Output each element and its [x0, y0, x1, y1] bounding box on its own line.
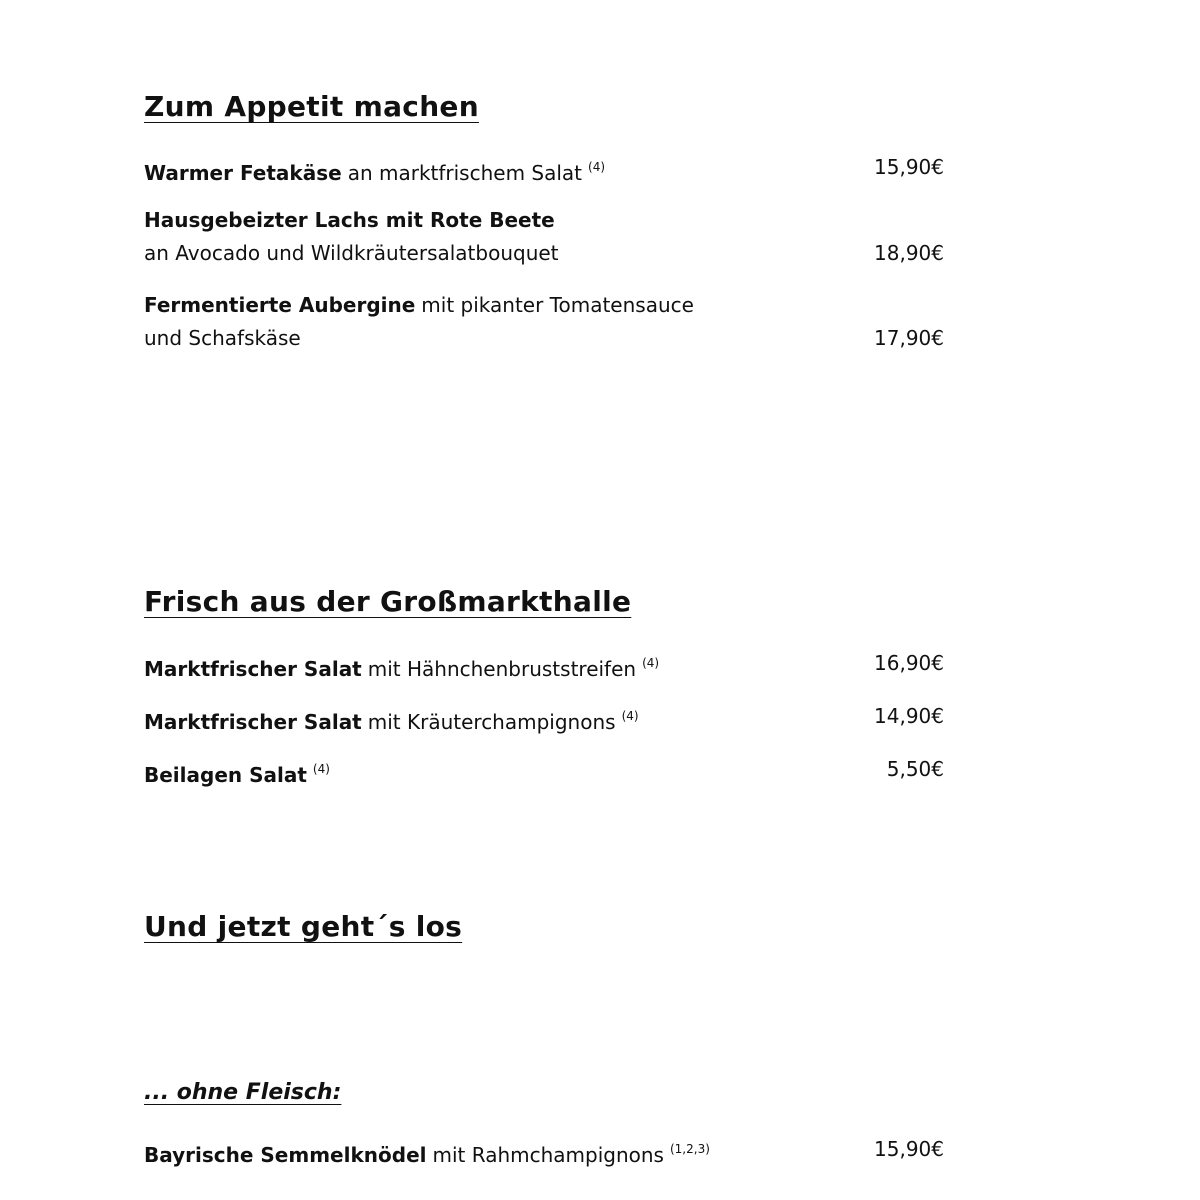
allergen-note: (4): [621, 709, 639, 723]
dish-description: an marktfrischem Salat: [347, 161, 583, 185]
dish-description: und Schafskäse: [144, 326, 301, 350]
menu-item: [144, 289, 954, 355]
dish-price: 18,90€: [874, 241, 944, 265]
dish-price: 17,90€: [874, 326, 944, 350]
menu-item: [144, 151, 954, 190]
allergen-note: (4): [588, 160, 606, 174]
menu-item: [144, 700, 954, 739]
menu-item: [144, 1133, 954, 1172]
dish-name: Marktfrischer Salat: [144, 710, 362, 734]
dish-price: 5,50€: [886, 757, 944, 781]
menu-item: [144, 753, 954, 792]
dish-name: Beilagen Salat: [144, 763, 307, 787]
dish-name: Warmer Fetakäse: [144, 161, 342, 185]
section-heading-appetit: Zum Appetit machen: [144, 90, 479, 123]
section-heading-grossmarkthalle: Frisch aus der Großmarkthalle: [144, 585, 632, 618]
dish-description: mit pikanter Tomatensauce: [421, 293, 694, 317]
dish-name: Fermentierte Aubergine: [144, 293, 416, 317]
dish-name: Bayrische Semmelknödel: [144, 1143, 427, 1167]
dish-price: 16,90€: [874, 651, 944, 675]
menu-item: [144, 647, 954, 686]
allergen-note: (1,2,3): [669, 1142, 710, 1156]
subsection-heading-ohne-fleisch: ... ohne Fleisch:: [144, 1080, 342, 1105]
dish-description: mit Rahmchampignons: [432, 1143, 664, 1167]
section-heading-und-jetzt: Und jetzt geht´s los: [144, 910, 463, 943]
dish-name: Marktfrischer Salat: [144, 657, 362, 681]
dish-price: 15,90€: [874, 1137, 944, 1161]
menu-item-line: [144, 700, 954, 739]
menu-item-line: [144, 204, 954, 237]
menu-item: [144, 204, 954, 270]
dish-price: 15,90€: [874, 155, 944, 179]
menu-item-line: [144, 647, 954, 686]
menu-item-line: [144, 322, 954, 355]
allergen-note: (4): [642, 656, 660, 670]
menu-item-line: [144, 237, 954, 270]
menu-item-line: [144, 289, 954, 322]
dish-description: mit Kräuterchampignons: [367, 710, 616, 734]
dish-description: an Avocado und Wildkräutersalatbouquet: [144, 241, 559, 265]
menu-item-line: [144, 151, 954, 190]
dish-name: Hausgebeizter Lachs mit Rote Beete: [144, 208, 555, 232]
dish-price: 14,90€: [874, 704, 944, 728]
menu-item-line: [144, 753, 954, 792]
menu-item-line: [144, 1133, 954, 1172]
allergen-note: (4): [312, 762, 330, 776]
dish-description: mit Hähnchenbruststreifen: [367, 657, 637, 681]
